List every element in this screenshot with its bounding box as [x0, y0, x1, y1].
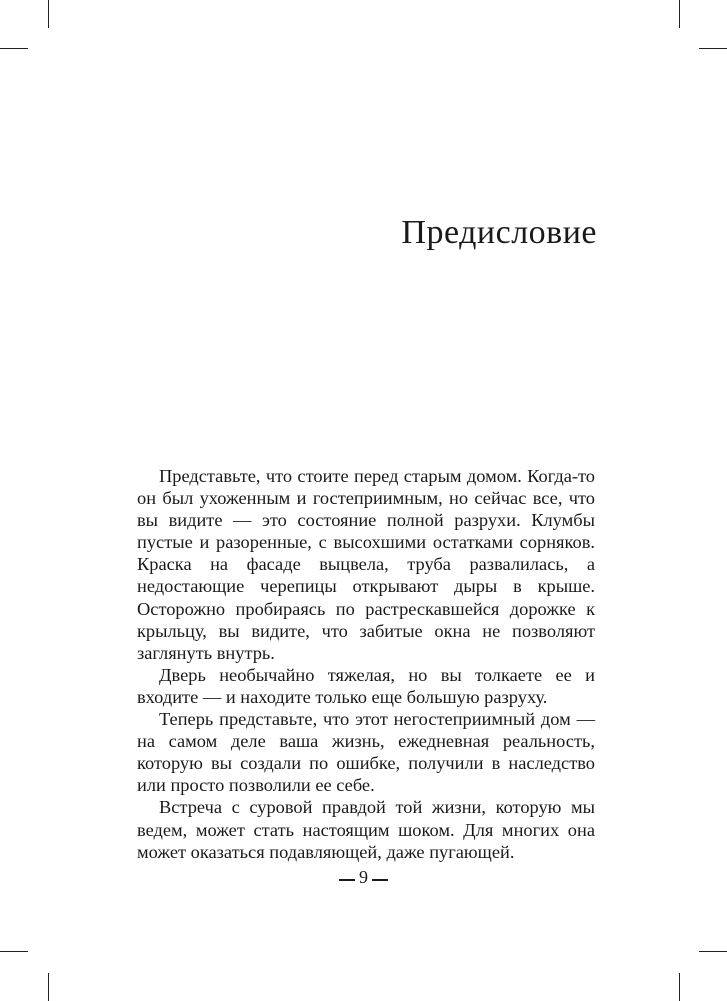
- crop-mark-bottom-left: [48, 973, 49, 1001]
- crop-mark-top-left: [48, 0, 49, 28]
- crop-mark-bottom-left-horizontal: [0, 951, 28, 952]
- page-footer: [0, 866, 727, 888]
- body-text: [137, 465, 595, 863]
- crop-mark-bottom-right: [679, 973, 680, 1001]
- paragraph-3: Теперь представьте, что этот негостеприимный дом — на самом деле ваша жизнь, ежедневная реальность, которую вы создали по ошибке, получили в наследство или просто позволили ее себе.: [137, 709, 595, 796]
- crop-mark-bottom-right-horizontal: [699, 951, 727, 952]
- paragraph-4: Встреча с суровой правдой той жизни, которую мы ведем, может стать настоящим шоком. Для многих она может оказаться подавляющей, даже пугающей.: [137, 797, 595, 862]
- chapter-heading: Предисловие: [401, 214, 597, 251]
- page-number: 9: [359, 867, 368, 887]
- crop-mark-top-right-horizontal: [699, 48, 727, 49]
- crop-mark-top-left-horizontal: [0, 48, 28, 49]
- paragraph-2: Дверь необычайно тяжелая, но вы толкаете ее и входите — и находите только еще большую разруху.: [137, 664, 595, 707]
- folio-dash-right: [372, 879, 388, 881]
- paragraph-1: Представьте, что стоите перед старым домом. Когда-то он был ухоженным и гостеприимным, но сейчас все, что вы видите — это состояние полной разрухи. Клумбы пустые и разоренные, с высохшими остатками сорняков. Краска на фасаде выцвела, труба развалилась, а недостающие черепицы открывают дыры в крыше. Осторожно пробираясь по растрескавшейся дорожке к крыльцу, вы видите, что забитые окна не позволяют заглянуть внутрь.: [137, 466, 595, 663]
- folio-dash-left: [339, 879, 355, 881]
- crop-mark-top-right: [679, 0, 680, 28]
